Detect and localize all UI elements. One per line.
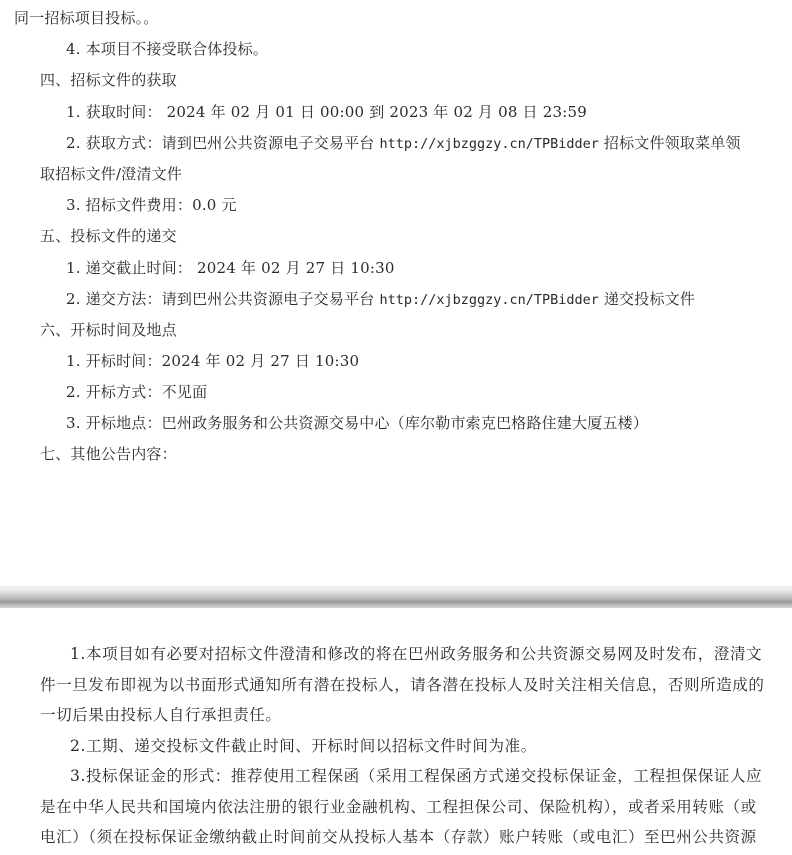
section-heading-submission: 五、投标文件的递交: [40, 227, 177, 245]
paragraph-clarification-line-2: 件一旦发布即视为以书面形式通知所有潜在投标人，请各潜在投标人及时关注相关信息，否则所造成的: [40, 676, 765, 694]
paragraph-bid-bond: 3.投标保证金的形式：推荐使用工程保函（采用工程保函方式递交投标保证金，工程担保保证人应: [70, 767, 763, 785]
paragraph-schedule: 2.工期、递交投标文件截止时间、开标时间以招标文件时间为准。: [70, 737, 537, 755]
page-break: [0, 586, 792, 608]
clause-no-consortium: 4. 本项目不接受联合体投标。: [66, 40, 269, 58]
page-edge: [0, 586, 792, 590]
platform-url: http://xjbzggzy.cn/TPBidder: [379, 136, 599, 152]
paragraph-bid-bond-line-3: 电汇）（须在投标保证金缴纳截止时间前交从投标人基本（存款）账户转账（或电汇）至巴州公共资源: [40, 828, 757, 846]
obtain-method: [66, 133, 741, 154]
opening-time: 1. 开标时间：2024 年 02 月 27 日 10:30: [66, 352, 360, 370]
submission-method-text: 2. 递交方法：请到巴州公共资源电子交易平台: [66, 290, 380, 308]
obtain-method-text: 2. 获取方式：请到巴州公共资源电子交易平台: [66, 134, 380, 152]
paragraph-clarification-line-3: 一切后果由投标人自行承担责任。: [40, 706, 282, 724]
continuation-line: 同一招标项目投标。。: [14, 9, 159, 27]
submission-method-text-end: 递交投标文件: [598, 290, 696, 308]
opening-location: 3. 开标地点：巴州政务服务和公共资源交易中心（库尔勒市索克巴格路住建大厦五楼）: [66, 414, 649, 432]
document-fee: 3. 招标文件费用：0.0 元: [66, 196, 237, 214]
submission-url: http://xjbzggzy.cn/TPBidder: [379, 292, 599, 308]
submission-method: [66, 289, 695, 310]
obtain-method-text-end: 招标文件领取菜单领: [598, 134, 741, 152]
section-heading-opening: 六、开标时间及地点: [40, 321, 177, 339]
document-page-bottom: [0, 608, 792, 855]
obtain-method-continued: 取招标文件/澄清文件: [40, 165, 183, 183]
paragraph-clarification: 1.本项目如有必要对招标文件澄清和修改的将在巴州政务服务和公共资源交易网及时发布，澄清文: [70, 645, 763, 663]
obtain-time: 1. 获取时间： 2024 年 02 月 01 日 00:00 到 2023 年 02 月 08 日 23:59: [66, 103, 587, 121]
opening-method: 2. 开标方式：不见面: [66, 383, 208, 401]
section-heading-other: 七、其他公告内容：: [40, 445, 177, 463]
submission-deadline: 1. 递交截止时间： 2024 年 02 月 27 日 10:30: [66, 259, 395, 277]
section-heading-obtain-documents: 四、招标文件的获取: [40, 71, 177, 89]
paragraph-bid-bond-line-2: 是在中华人民共和国境内依法注册的银行业金融机构、工程担保公司、保险机构），或者采用转账（或: [40, 798, 757, 816]
